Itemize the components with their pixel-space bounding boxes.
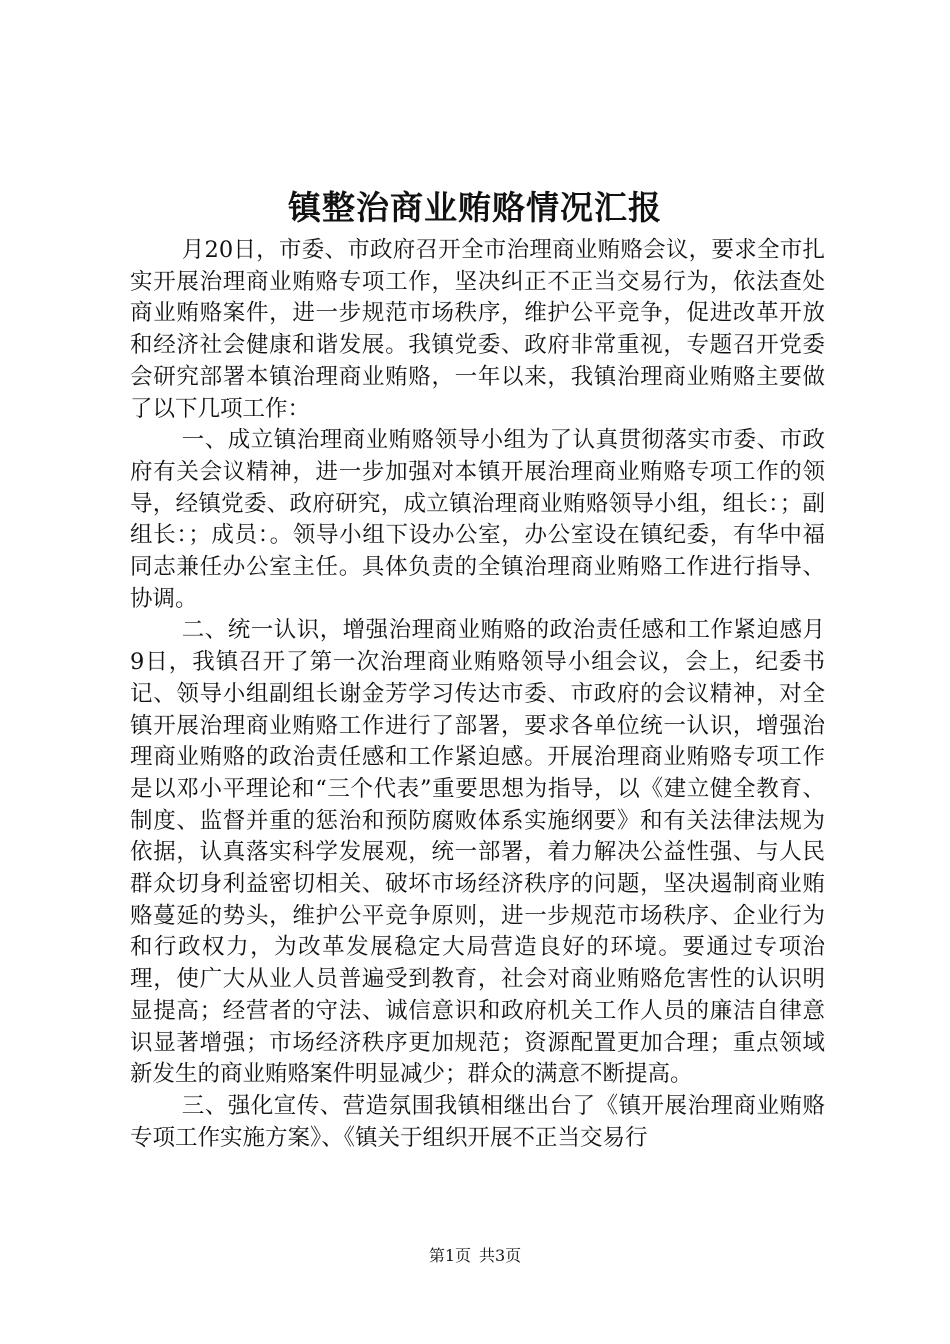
- page-footer: [0, 1245, 950, 1267]
- paragraph-section-2: 二、统一认识，增强治理商业贿赂的政治责任感和工作紧迫感月9日，我镇召开了第一次治理商业贿赂领导小组会议，会上，纪委书记、领导小组副组长谢金芳学习传达市委、市政府的会议精神，对全镇开展治理商业贿赂工作进行了部署，要求各单位统一认识，增强治理商业贿赂的政治责任感和工作紧迫感。开展治理商业贿赂专项工作是以邓小平理论和“三个代表”重要思想为指导，以《建立健全教育、制度、监督并重的惩治和预防腐败体系实施纲要》和有关法律法规为依据，认真落实科学发展观，统一部署，着力解决公益性强、与人民群众切身利益密切相关、破坏市场经济秩序的问题，坚决遏制商业贿赂蔓延的势头，维护公平竞争原则，进一步规范市场秩序、企业行为和行政权力，为改革发展稳定大局营造良好的环境。要通过专项治理，使广大从业人员普遍受到教育，社会对商业贿赂危害性的认识明显提高；经营者的守法、诚信意识和政府机关工作人员的廉洁自律意识显著增强；市场经济秩序更加规范；资源配置更加合理；重点领域新发生的商业贿赂案件明显减少；群众的满意不断提高。: [130, 617, 825, 1088]
- document-body: [130, 235, 825, 1154]
- paragraph-section-3: 三、强化宣传、营造氛围我镇相继出台了《镇开展治理商业贿赂专项工作实施方案》、《镇关于组织开展不正当交易行: [130, 1092, 825, 1151]
- page-number: 第1页: [428, 1246, 471, 1265]
- paragraph-section-1: 一、成立镇治理商业贿赂领导小组为了认真贯彻落实市委、市政府有关会议精神，进一步加强对本镇开展治理商业贿赂专项工作的领导，经镇党委、政府研究，成立镇治理商业贿赂领导小组，组长：；副组长：；成员：。领导小组下设办公室，办公室设在镇纪委，有华中福同志兼任办公室主任。具体负责的全镇治理商业贿赂工作进行指导、协调。: [130, 427, 825, 612]
- page-total: 共3页: [479, 1246, 522, 1265]
- document-title: 镇整治商业贿赂情况汇报: [288, 188, 662, 227]
- paragraph-intro: 月20日，市委、市政府召开全市治理商业贿赂会议，要求全市扎实开展治理商业贿赂专项工作，坚决纠正不正当交易行为，依法查处商业贿赂案件，进一步规范市场秩序，维护公平竞争，促进改革开放和经济社会健康和谐发展。我镇党委、政府非常重视，专题召开党委会研究部署本镇治理商业贿赂，一年以来，我镇治理商业贿赂主要做了以下几项工作：: [130, 237, 825, 422]
